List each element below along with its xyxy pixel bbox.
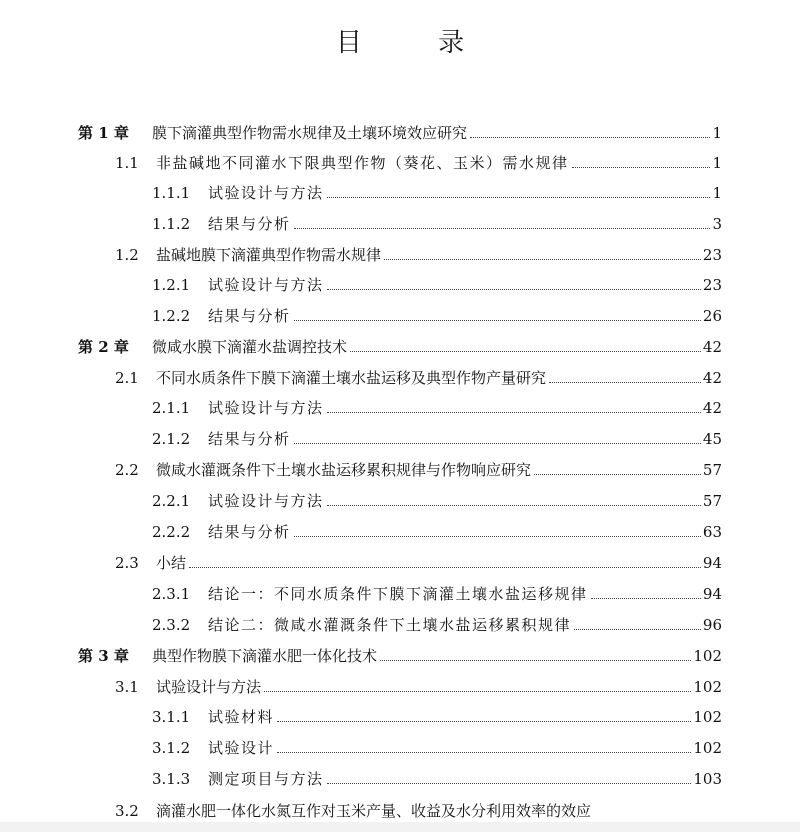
toc-number: 第 1 章 [78, 124, 129, 142]
toc-page-number: 42 [702, 369, 722, 387]
toc-page-number: 94 [702, 585, 722, 603]
dot-leader [384, 259, 701, 260]
toc-title: 滴灌水肥一体化水氮互作对玉米产量、收益及水分利用效率的效应 [156, 802, 592, 820]
toc-number: 3.1.1 [152, 708, 191, 726]
toc-title: 试验设计 [208, 739, 275, 757]
dot-leader [470, 137, 710, 138]
toc-number: 2.2 [115, 461, 139, 479]
toc-subsection-2-1-1[interactable] [152, 393, 722, 417]
toc-section-2-2[interactable] [115, 455, 722, 479]
toc-title: 结果与分析 [208, 430, 291, 448]
toc-title: 结论一：不同水质条件下膜下滴灌土壤水盐运移规律 [208, 585, 588, 603]
toc-title: 结果与分析 [208, 215, 291, 233]
dot-leader [294, 320, 701, 321]
toc-title: 微咸水膜下滴灌水盐调控技术 [152, 338, 348, 356]
toc-subsection-3-1-2[interactable] [152, 733, 722, 757]
toc-page-number: 1 [712, 124, 722, 142]
dot-leader [591, 598, 701, 599]
toc-chapter-1[interactable] [78, 118, 722, 142]
toc-page-number: 23 [702, 246, 722, 264]
toc-number: 2.3.1 [152, 585, 191, 603]
toc-subsection-1-2-2[interactable] [152, 301, 722, 325]
toc-subsection-2-1-2[interactable] [152, 424, 722, 448]
dot-leader [264, 691, 691, 692]
toc-number: 2.1.2 [152, 430, 191, 448]
toc-page-number: 96 [702, 616, 722, 634]
toc-page-number: 23 [702, 276, 722, 294]
toc-page-number: 102 [693, 647, 722, 665]
toc-subsection-2-2-2[interactable] [152, 517, 722, 541]
toc-subsection-2-3-2[interactable] [152, 610, 722, 634]
toc-number: 2.1 [115, 369, 139, 387]
toc-subsection-1-1-1[interactable] [152, 178, 722, 202]
toc-title: 微咸水灌溉条件下土壤水盐运移累积规律与作物响应研究 [156, 461, 532, 479]
toc-title: 试验设计与方法 [208, 492, 324, 510]
dot-leader [294, 536, 701, 537]
dot-leader [189, 567, 701, 568]
dot-leader [294, 443, 701, 444]
dot-leader [350, 351, 701, 352]
toc-number: 3.2 [115, 802, 139, 820]
toc-page-number: 45 [702, 430, 722, 448]
dot-leader [549, 382, 701, 383]
toc-chapter-3[interactable] [78, 641, 722, 665]
toc-page-number: 103 [693, 770, 722, 788]
toc-title: 试验设计与方法 [208, 276, 324, 294]
toc-page-number: 57 [702, 461, 722, 479]
toc-title: 试验设计与方法 [156, 678, 262, 696]
toc-subsection-3-1-3[interactable] [152, 764, 722, 788]
toc-section-3-1[interactable] [115, 672, 722, 696]
toc-title: 试验设计与方法 [208, 399, 324, 417]
toc-subsection-1-2-1[interactable] [152, 270, 722, 294]
toc-number: 1.1.2 [152, 215, 191, 233]
toc-number: 2.3.2 [152, 616, 191, 634]
toc-title: 膜下滴灌典型作物需水规律及土壤环境效应研究 [152, 124, 468, 142]
toc-number: 2.1.1 [152, 399, 191, 417]
toc-number: 3.1.3 [152, 770, 191, 788]
dot-leader [277, 721, 691, 722]
toc-number: 3.1 [115, 678, 139, 696]
toc-number: 第 2 章 [78, 338, 129, 356]
toc-title: 试验材料 [208, 708, 275, 726]
page-bottom-edge [0, 822, 800, 832]
toc-number: 2.2.2 [152, 523, 191, 541]
dot-leader [380, 660, 691, 661]
dot-leader [294, 228, 711, 229]
toc-page-number: 94 [702, 554, 722, 572]
toc-title: 结论二：微咸水灌溉条件下土壤水盐运移累积规律 [208, 616, 572, 634]
toc-page-number: 102 [693, 739, 722, 757]
toc-section-1-2[interactable] [115, 240, 722, 264]
toc-page-number: 1 [712, 184, 722, 202]
toc-page-number: 1 [712, 154, 722, 172]
toc-section-3-2[interactable] [115, 796, 722, 820]
dot-leader [327, 412, 701, 413]
toc-page-number: 42 [702, 399, 722, 417]
toc-number: 3.1.2 [152, 739, 191, 757]
toc-title: 结果与分析 [208, 307, 291, 325]
dot-leader [277, 752, 691, 753]
toc-subsection-2-3-1[interactable] [152, 579, 722, 603]
toc-chapter-2[interactable] [78, 332, 722, 356]
toc-number: 1.2.2 [152, 307, 191, 325]
toc-title: 测定项目与方法 [208, 770, 324, 788]
dot-leader [572, 167, 711, 168]
toc-page-number: 57 [702, 492, 722, 510]
dot-leader [327, 505, 701, 506]
toc-number: 1.1 [115, 154, 139, 172]
toc-title: 不同水质条件下膜下滴灌土壤水盐运移及典型作物产量研究 [156, 369, 547, 387]
toc-subsection-1-1-2[interactable] [152, 209, 722, 233]
toc-number: 1.2 [115, 246, 139, 264]
toc-page-number: 63 [702, 523, 722, 541]
toc-title: 结果与分析 [208, 523, 291, 541]
toc-page-number: 3 [712, 215, 722, 233]
dot-leader [327, 783, 692, 784]
toc-number: 1.2.1 [152, 276, 191, 294]
dot-leader [534, 474, 701, 475]
toc-number: 2.2.1 [152, 492, 191, 510]
toc-title: 小结 [156, 554, 187, 572]
dot-leader [327, 289, 701, 290]
toc-page-number: 42 [702, 338, 722, 356]
toc-title: 典型作物膜下滴灌水肥一体化技术 [152, 647, 378, 665]
toc-heading: 目 录 [335, 28, 499, 58]
toc-title: 非盐碱地不同灌水下限典型作物（葵花、玉米）需水规律 [156, 154, 569, 172]
toc-number: 1.1.1 [152, 184, 191, 202]
dot-leader [574, 629, 701, 630]
toc-page-number: 102 [693, 678, 722, 696]
toc-section-2-3[interactable] [115, 548, 722, 572]
toc-page-number: 26 [702, 307, 722, 325]
toc-page-number: 102 [693, 708, 722, 726]
toc-number: 第 3 章 [78, 647, 129, 665]
toc-number: 2.3 [115, 554, 139, 572]
toc-title: 试验设计与方法 [208, 184, 324, 202]
toc-subsection-3-1-1[interactable] [152, 702, 722, 726]
toc-section-2-1[interactable] [115, 363, 722, 387]
toc-title: 盐碱地膜下滴灌典型作物需水规律 [156, 246, 382, 264]
dot-leader [327, 197, 711, 198]
toc-section-1-1[interactable] [115, 148, 722, 172]
toc-subsection-2-2-1[interactable] [152, 486, 722, 510]
